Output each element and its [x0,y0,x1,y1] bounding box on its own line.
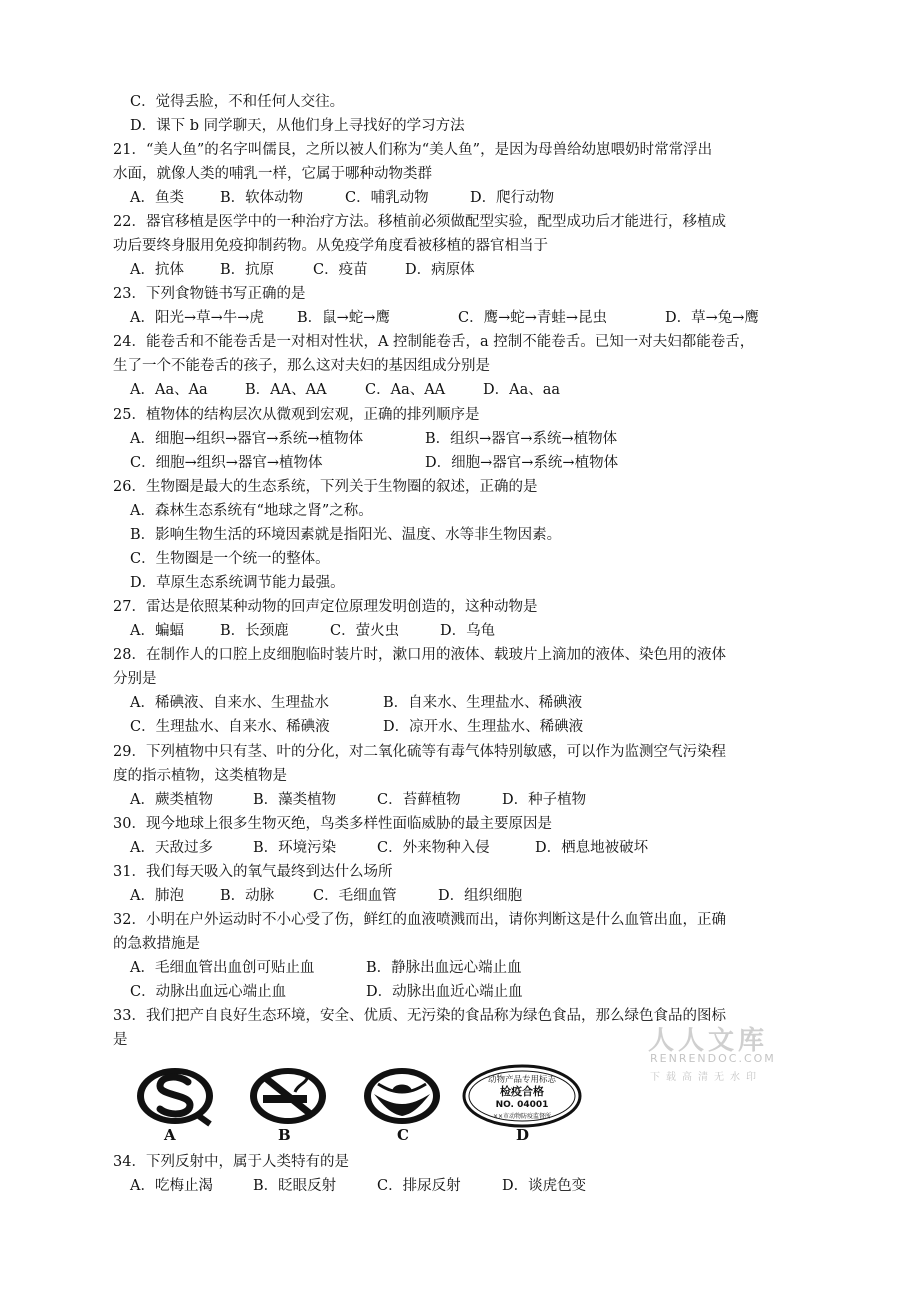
q33-label-c: C [397,1126,409,1144]
q30-option-b: B．环境污染 [253,840,337,856]
q33-label-b: B [278,1126,291,1144]
q25-option-c: C．细胞→组织→器官→植物体 [130,455,323,471]
q23-stem: 23．下列食物链书写正确的是 [113,286,306,302]
q29-stem-line2: 度的指示植物，这类植物是 [113,768,287,784]
q21-stem-line1: 21．“美人鱼”的名字叫儒艮，之所以被人们称为“美人鱼”，是因为母兽给幼崽喂奶时常常浮出 [113,142,713,158]
q28-option-c: C．生理盐水、自来水、稀碘液 [130,719,330,735]
q32-option-a: A．毛细血管出血创可贴止血 [130,960,315,976]
watermark-brand: 人人文库 [648,1026,769,1056]
q32-stem-line2: 的急救措施是 [113,936,200,952]
q32-option-d: D．动脉出血近心端止血 [366,984,523,1000]
q32-stem-line1: 32．小明在户外运动时不小心受了伤，鲜红的血液喷溅而出，请你判断这是什么血管出血，正确 [113,912,726,928]
q24-option-b: B．AA、AA [245,382,327,398]
q32-option-b: B．静脉出血远心端止血 [366,960,522,976]
q34-option-d: D．谈虎色变 [502,1178,587,1194]
q25-stem: 25．植物体的结构层次从微观到宏观，正确的排列顺序是 [113,407,480,423]
q22-option-b: B．抗原 [220,262,275,278]
q31-option-a: A．肺泡 [130,888,184,904]
q29-option-b: B．藻类植物 [253,792,337,808]
q28-option-b: B．自来水、生理盐水、稀碘液 [383,695,583,711]
seal-text-top: 动物产品专用标志 [487,1075,557,1085]
logo-d-quarantine-seal [464,1066,580,1126]
q30-stem: 30．现今地球上很多生物灭绝，鸟类多样性面临威胁的最主要原因是 [113,816,552,832]
seal-text-no: NO. 04001 [495,1100,549,1110]
q23-option-c: C．鹰→蛇→青蛙→昆虫 [458,310,608,326]
q27-option-d: D．乌龟 [440,623,496,639]
q26-option-a: A．森林生态系统有“地球之肾”之称。 [130,503,373,519]
q20-option-d: D．课下 b 同学聊天，从他们身上寻找好的学习方法 [130,118,465,134]
q27-stem: 27．雷达是依照某种动物的回声定位原理发明创造的，这种动物是 [113,599,538,615]
watermark [648,1020,788,1083]
q22-option-d: D．病原体 [405,262,475,278]
q34-option-b: B．眨眼反射 [253,1178,337,1194]
q33-label-d: D [516,1126,530,1144]
q29-option-d: D．种子植物 [502,792,587,808]
watermark-domain: RENRENDOC.COM [650,1052,776,1065]
q22-option-c: C．疫苗 [313,262,368,278]
q24-option-a: A．Aa、Aa [130,382,208,398]
q33-stem-line1: 33．我们把产自良好生态环境，安全、优质、无污染的食品称为绿色食品，那么绿色食品的图标 [113,1008,726,1024]
q30-option-c: C．外来物种入侵 [377,840,490,856]
watermark-slogan: 下载高清无水印 [650,1072,762,1083]
q24-stem-line1: 24．能卷舌和不能卷舌是一对相对性状，A 控制能卷舌，a 控制不能卷舌。已知一对夫妇都能卷舌， [113,334,755,350]
q22-stem-line2: 功后要终身服用免疫抑制药物。从免疫学角度看被移植的器官相当于 [113,238,548,254]
seal-text-mid: 检疫合格 [500,1085,544,1098]
seal-text-bottom: ××市动物防疫监督所 [492,1113,552,1120]
q27-option-b: B．长颈鹿 [220,623,289,639]
q21-option-d: D．爬行动物 [470,190,555,206]
q33-stem-line2: 是 [113,1032,128,1048]
q24-stem-line2: 生了一个不能卷舌的孩子，那么这对夫妇的基因组成分别是 [113,358,490,374]
q25-option-a: A．细胞→组织→器官→系统→植物体 [130,431,364,447]
q22-stem-line1: 22．器官移植是医学中的一种治疗方法。移植前必须做配型实验，配型成功后才能进行，移植成 [113,214,726,230]
q25-option-b: B．组织→器官→系统→植物体 [425,431,618,447]
q31-option-c: C．毛细血管 [313,888,397,904]
logo-a-qs-icon [137,1068,213,1124]
q21-stem-line2: 水面，就像人类的哺乳一样，它属于哪种动物类群 [113,166,432,182]
q25-option-d: D．细胞→器官→系统→植物体 [425,455,619,471]
logo-b-prohibition-icon [250,1068,326,1124]
q29-option-c: C．苔藓植物 [377,792,461,808]
q26-stem: 26．生物圈是最大的生态系统，下列关于生物圈的叙述，正确的是 [113,479,538,495]
q28-option-d: D．凉开水、生理盐水、稀碘液 [383,719,584,735]
q34-option-c: C．排尿反射 [377,1178,461,1194]
q28-stem-line1: 28．在制作人的口腔上皮细胞临时装片时，漱口用的液体、载玻片上滴加的液体、染色用的液体 [113,647,726,663]
q34-stem: 34．下列反射中，属于人类特有的是 [113,1154,349,1170]
q30-option-d: D．栖息地被破坏 [535,840,649,856]
q21-option-b: B．软体动物 [220,190,304,206]
q23-option-b: B．鼠→蛇→鹰 [297,310,390,326]
q29-option-a: A．蕨类植物 [130,792,213,808]
q23-option-a: A．阳光→草→牛→虎 [130,310,264,326]
q27-option-a: A．蝙蝠 [130,623,184,639]
q28-option-a: A．稀碘液、自来水、生理盐水 [130,695,329,711]
q28-stem-line2: 分别是 [113,671,157,687]
q30-option-a: A．天敌过多 [130,840,213,856]
q33-label-a: A [164,1126,176,1144]
q26-option-b: B．影响生物生活的环境因素就是指阳光、温度、水等非生物因素。 [130,527,562,543]
q31-option-b: B．动脉 [220,888,275,904]
q26-option-d: D．草原生态系统调节能力最强。 [130,575,345,591]
q22-option-a: A．抗体 [130,262,184,278]
logo-c-green-food-icon [364,1068,440,1124]
q27-option-c: C．萤火虫 [330,623,400,639]
q26-option-c: C．生物圈是一个统一的整体。 [130,551,330,567]
q24-option-c: C．Aa、AA [365,382,446,398]
q34-option-a: A．吃梅止渴 [130,1178,213,1194]
q21-option-a: A．鱼类 [130,190,184,206]
q32-option-c: C．动脉出血远心端止血 [130,984,287,1000]
q31-stem: 31．我们每天吸入的氧气最终到达什么场所 [113,864,393,880]
q29-stem-line1: 29．下列植物中只有茎、叶的分化，对二氧化硫等有毒气体特别敏感，可以作为监测空气污染程 [113,744,726,760]
q23-option-d: D．草→兔→鹰 [665,310,759,326]
q21-option-c: C．哺乳动物 [345,190,429,206]
q20-option-c: C．觉得丢脸，不和任何人交往。 [130,94,345,110]
q31-option-d: D．组织细胞 [438,888,523,904]
q24-option-d: D．Aa、aa [483,382,561,398]
